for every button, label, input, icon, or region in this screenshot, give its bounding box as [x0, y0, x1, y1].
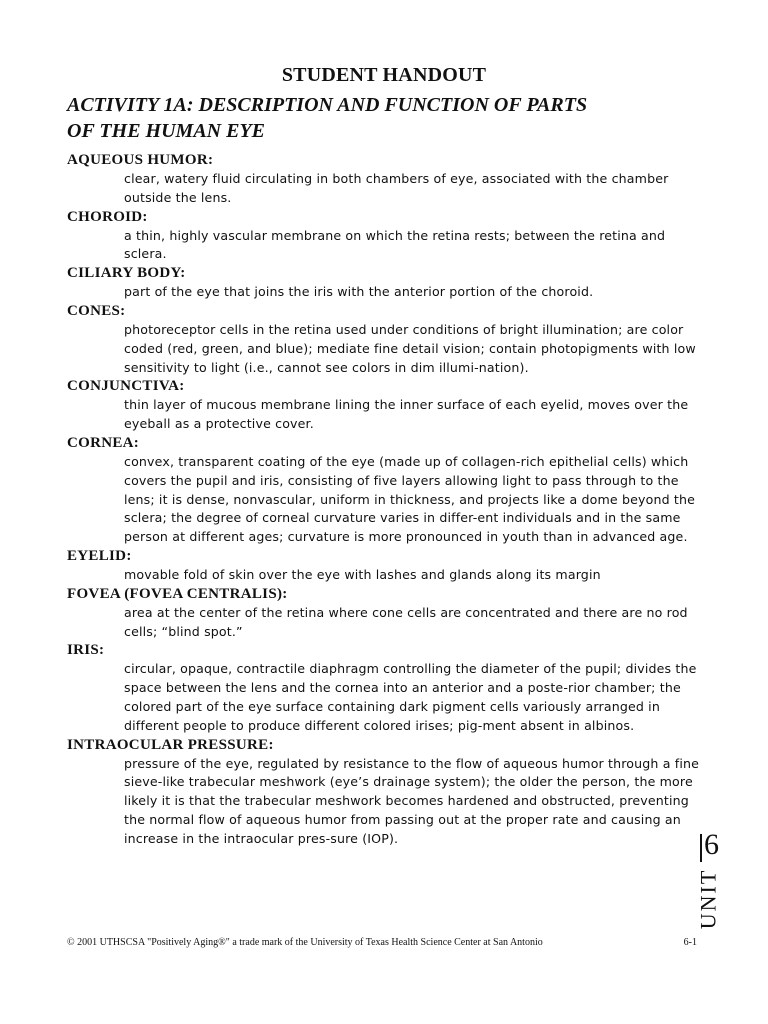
term-cones: CONES:	[67, 302, 126, 319]
page-number: 6-1	[683, 937, 697, 948]
definition-fovea: area at the center of the retina where cone cells are concentrated and there are no rod cells; “blind spot.”	[124, 604, 688, 639]
term-choroid: CHOROID:	[67, 208, 148, 225]
unit-label: UNIT	[695, 868, 721, 930]
definition-cones: photoreceptor cells in the retina used under conditions of bright illumination; are color coded (red, green, and blue); mediate fine detail vision; contain photopigments with low sensitivity to light (i.e., cannot see colors in dim illumi-nation).	[124, 321, 696, 375]
glossary-entry	[67, 547, 707, 585]
unit-number: 6	[704, 828, 719, 861]
glossary-entry	[67, 434, 707, 547]
unit-divider	[700, 834, 702, 862]
glossary-entry	[67, 151, 707, 208]
definition-intraocular-pressure: pressure of the eye, regulated by resistance to the flow of aqueous humor through a fine sieve-like trabecular meshwork (eye’s drainage system); the older the person, the more likely it is that the trabecular meshwork becomes hardened and obstructed, preventing the normal flow of aqueous humor from passing out at the proper rate and causing an increase in the intraocular pres-sure (IOP).	[124, 755, 700, 846]
definition-choroid: a thin, highly vascular membrane on which the retina rests; between the retina and sclera.	[124, 227, 666, 262]
definition-cornea: convex, transparent coating of the eye (made up of collagen-rich epithelial cells) which covers the pupil and iris, consisting of five layers allowing light to pass through to the lens; it is dense, nonvascular, uniform in thickness, and projects like a dome beyond the sclera; the degree of corneal curvature varies in differ-ent individuals and in the same person at different ages; curvature is more pronounced in youth than in advanced age.	[124, 453, 695, 545]
definition-eyelid: movable fold of skin over the eye with lashes and glands along its margin	[124, 566, 601, 582]
glossary-entry	[67, 208, 707, 265]
copyright-notice: © 2001 UTHSCSA "Positively Aging®" a trade mark of the University of Texas Health Science Center at San Antonio	[67, 937, 543, 948]
glossary-list	[67, 151, 707, 849]
glossary-entry	[67, 736, 707, 849]
glossary-entry	[67, 585, 707, 642]
term-intraocular-pressure: INTRAOCULAR PRESSURE:	[67, 736, 274, 753]
term-iris: IRIS:	[67, 642, 105, 659]
unit-tab	[695, 828, 740, 930]
definition-conjunctiva: thin layer of mucous membrane lining the inner surface of each eyelid, moves over the eyeball as a protective cover.	[124, 397, 689, 432]
activity-title	[67, 92, 707, 144]
glossary-entry	[67, 302, 707, 377]
page-title: STUDENT HANDOUT	[281, 64, 487, 86]
activity-title-line-1: ACTIVITY 1A: DESCRIPTION AND FUNCTION OF PARTS	[67, 94, 588, 116]
glossary-entry	[67, 377, 707, 434]
definition-ciliary-body: part of the eye that joins the iris with the anterior portion of the choroid.	[124, 284, 594, 300]
term-conjunctiva: CONJUNCTIVA:	[67, 378, 185, 395]
term-ciliary-body: CILIARY BODY:	[67, 265, 186, 282]
glossary-entry	[67, 641, 707, 735]
glossary-entry	[67, 264, 707, 302]
term-aqueous-humor: AQUEOUS HUMOR:	[67, 152, 214, 168]
definition-aqueous-humor: clear, watery fluid circulating in both chambers of eye, associated with the chamber outside the lens.	[124, 171, 669, 205]
term-eyelid: EYELID:	[67, 547, 132, 564]
term-cornea: CORNEA:	[67, 434, 140, 451]
activity-title-line-2: OF THE HUMAN EYE	[67, 120, 265, 142]
definition-iris: circular, opaque, contractile diaphragm controlling the diameter of the pupil; divides the space between the lens and the cornea into an anterior and a poste-rior chamber; the colored part of the eye surface containing dark pigment cells variously arranged in different people to produce different colored irises; pig-ment absent in albinos.	[124, 661, 697, 733]
term-fovea: FOVEA (FOVEA CENTRALIS):	[67, 585, 288, 602]
